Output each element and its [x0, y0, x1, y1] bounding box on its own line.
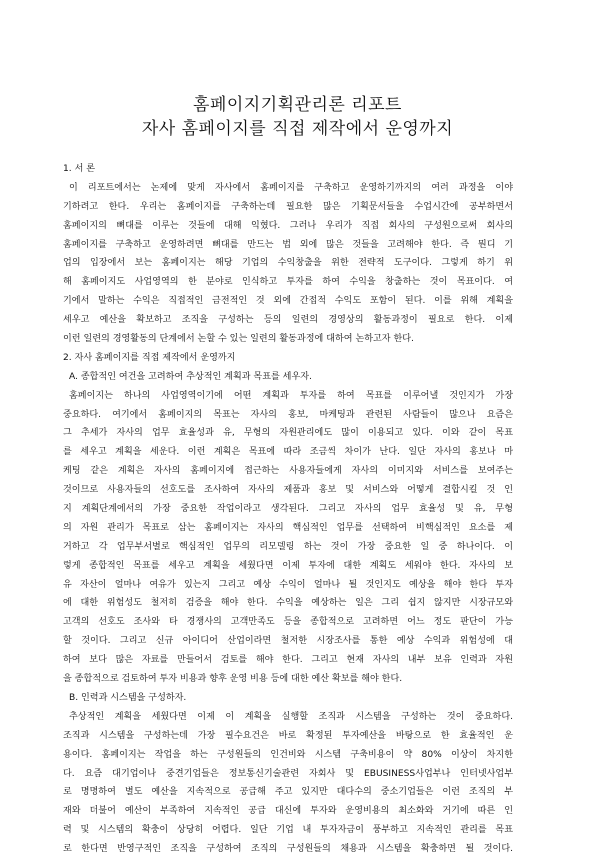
text-line: 2. 자사 홈페이지를 직접 제작에서 운영까지 [63, 352, 236, 363]
text-line: 유 자산이 얼마나 여유가 있는지 그리고 예상 수익이 얼마나 될 것인지도 예상을 해야 한다 투자 [63, 579, 513, 590]
text-line: 력 및 시스템의 확충이 상당히 어렵다. 일단 기업 내 투자자금이 풍부하고 지속적인 관리를 목표 [63, 825, 513, 836]
text-line: B. 인력과 시스템을 구성하자. [69, 692, 187, 703]
text-line: 세우고 예산을 확보하고 조직을 구성하는 등의 일련의 경영상의 활동과정이 필요로 한다. 이제 [63, 315, 513, 326]
text-line: 고객의 선호도 조사와 타 경쟁사의 고객만족도 등을 종합적으로 고려하면 어느 정도 판단이 가능 [63, 617, 513, 628]
report-title: 홈페이지기획관리론 리포트 [193, 95, 402, 115]
title-block [0, 93, 595, 141]
text-line: 로 명명하여 별도 예산을 지속적으로 공급해 주고 있지만 대다수의 중소기업들은 이런 조직의 부 [63, 787, 513, 798]
text-line: 로 한다면 반영구적인 조직을 구성하여 조직의 구성원들의 채용과 시스템을 확충하면 될 것이다. [63, 844, 513, 855]
text-line: 기하려고 한다. 우리는 홈페이지를 구축하는데 필요한 많은 기획문서들을 수업시간에 공부하면서 [63, 201, 513, 212]
text-line: 다. 요즘 대기업이나 중견기업들은 정보통신기술관련 자회사 및 EBUSINESS사업부나 인터넷사업부 [63, 768, 513, 779]
text-line: 홈페이지를 구축하고 운영하려면 뼈대를 만드는 법 외에 많은 것들을 고려해야 한다. 즉 뭔디 기 [63, 239, 513, 250]
text-line: 지 계획단계에서의 가장 중요한 작업이라고 생각된다. 그리고 자사의 업무 효율성 및 유, 무형 [63, 504, 513, 515]
text-line: 의 자원 관리가 목표로 삼는 홈페이지는 자사의 핵심적인 업무를 선택하여 비핵심적인 요소를 제 [63, 522, 513, 533]
text-line: 그 추세가 자사의 업무 효율성과 유, 무형의 자원관리에도 많이 이용되고 있다. 이와 같이 목표 [63, 428, 513, 439]
text-line: 이런 일련의 경영활동의 단계에서 논할 수 있는 일련의 활동과정에 대하여 논하고자 한다. [63, 334, 414, 345]
text-line: 추상적인 계획을 세웠다면 이제 이 계획을 실행할 조직과 시스템을 구성하는 것이 중요하다. [69, 711, 513, 722]
text-line: 렇게 종합적인 목표를 세우고 계획을 세웠다면 이제 투자에 대한 계획도 세워야 한다. 자사의 보 [63, 560, 513, 571]
text-line: 용이다. 홈페이지는 작업을 하는 구성원들의 인건비와 시스템 구축비용이 약 80% 이상이 차지한 [63, 749, 513, 760]
report-subtitle: 자사 홈페이지를 직접 제작에서 운영까지 [141, 119, 454, 139]
text-line: 이 리포트에서는 논제에 맞게 자사에서 홈페이지를 구축하고 운영하기까지의 여러 과정을 이야 [69, 182, 513, 193]
text-line: 할 것이다. 그리고 신규 아이디어 산업이라면 철저한 시장조사를 통한 예상 수익과 위험성에 대 [63, 636, 513, 647]
text-line: 거하고 각 업무부서별로 핵심적인 업무의 리모델링 하는 것이 가장 중요한 일 중 하나이다. 이 [63, 541, 513, 552]
text-line: 을 종합적으로 검토하여 투자 비용과 향후 운영 비용 등에 대한 예산 확보를 해야 한다. [63, 674, 403, 685]
text-line: 1. 서 론 [63, 164, 96, 174]
text-line: 업의 입장에서 보는 홈페이지는 해당 기업의 수익창출을 위한 전략적 도구이다. 그렇게 하기 위 [63, 258, 513, 269]
text-line: 홈페이지는 하나의 사업영역이기에 어떤 계획과 투자를 하여 목표를 이루어낼 것인지가 가장 [69, 390, 513, 401]
text-line: 에 대한 위험성도 철저히 검증을 해야 한다. 수익을 예상하는 일은 그리 쉽지 않지만 시장규모와 [63, 598, 513, 609]
text-line: 조직과 시스템을 구성하는데 가장 필수요건은 바로 확정된 투자예산을 바탕으로 한 효율적인 운 [63, 730, 513, 741]
text-line: 기에서 말하는 수익은 직접적인 금전적인 것 외에 간접적 수익도 포함이 된다. 이를 위해 계획을 [63, 296, 513, 307]
text-line: 홈페이지의 뼈대를 이루는 것들에 대해 익혔다. 그러나 우리가 직접 회사의 구성원으로써 회사의 [63, 220, 513, 231]
text-line: 하여 보다 많은 자료를 만들어서 검토를 해야 한다. 그리고 현재 자사의 내부 보유 인력과 자원 [63, 655, 513, 666]
text-line: 를 세우고 계획을 세운다. 이런 계획은 목표에 따라 조금씩 차이가 난다. 일단 자사의 홍보나 마 [63, 447, 513, 458]
text-line: 재와 더불어 예산이 부족하여 지속적인 공급 대신에 투자와 운영비용의 최소화와 거기에 따른 인 [63, 806, 513, 817]
text-line: 것이므로 사용자들의 선호도를 조사하여 자사의 제품과 홍보 및 서비스와 어떻게 결합시킬 것 인 [63, 485, 513, 496]
text-line: 해 홈페이지도 사업영역의 한 분야로 인식하고 투자를 하여 수익을 창출하는 것이 목표이다. 여 [63, 277, 513, 288]
report-body [63, 160, 513, 859]
text-line: 중요하다. 여기에서 홈페이지의 목표는 자사의 홍보, 마케팅과 관련된 사람들이 많으나 요즘은 [63, 409, 513, 420]
text-line: 케팅 같은 계획은 자사의 홈페이지에 접근하는 사용자들에게 자사의 이미지와 서비스를 보여주는 [63, 466, 513, 477]
text-line: A. 종합적인 여건을 고려하여 추상적인 계획과 목표를 세우자. [69, 371, 312, 382]
